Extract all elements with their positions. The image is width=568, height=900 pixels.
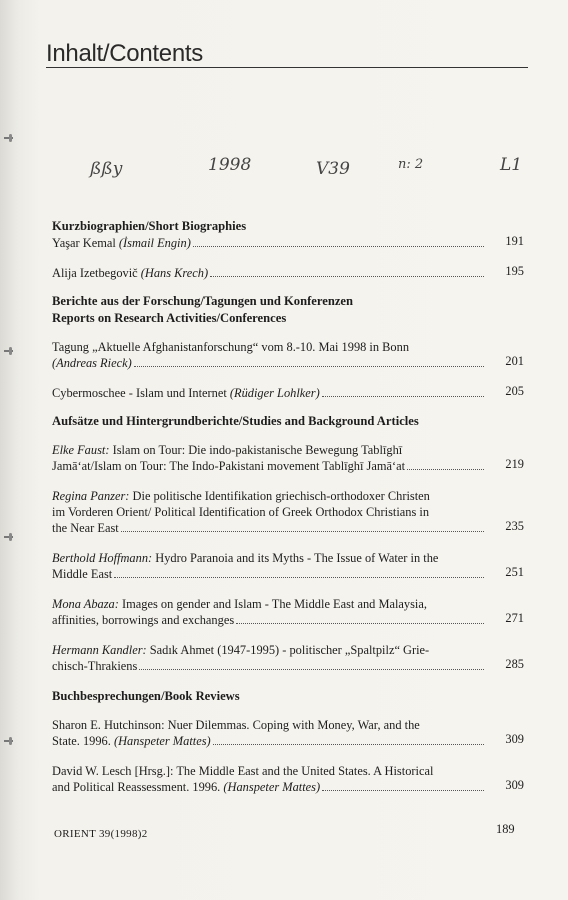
toc-entry[interactable] bbox=[52, 596, 530, 628]
toc-entry[interactable] bbox=[52, 442, 530, 474]
page-number: 205 bbox=[505, 384, 524, 398]
leader-dots bbox=[139, 669, 484, 670]
entry-author: Regina Panzer: bbox=[52, 489, 130, 503]
section-heading: Buchbesprechungen/Book Reviews bbox=[52, 689, 240, 703]
leader-dots bbox=[121, 531, 484, 532]
entry-author: (Andreas Rieck) bbox=[52, 356, 132, 370]
entry-title: Alija Izetbegovič bbox=[52, 266, 138, 280]
leader-dots bbox=[134, 366, 484, 367]
leader-dots bbox=[210, 276, 484, 277]
leader-dots bbox=[193, 246, 484, 247]
entry-author: (Rüdiger Lohlker) bbox=[229, 386, 320, 400]
toc-entry[interactable] bbox=[52, 642, 530, 674]
entry-title-cont: im Vorderen Orient/ Political Identification of Greek Orthodox Christians in bbox=[52, 505, 430, 519]
page-number: 271 bbox=[505, 611, 524, 625]
handwritten-note-2: 1998 bbox=[208, 155, 252, 175]
toc-entry[interactable] bbox=[52, 235, 530, 251]
toc-entry[interactable] bbox=[52, 385, 530, 401]
page-number: 191 bbox=[505, 234, 524, 248]
page-number: 219 bbox=[505, 457, 524, 471]
entry-author: Berthold Hoffmann: bbox=[52, 551, 153, 565]
entry-title-cont: State. 1996. bbox=[52, 734, 111, 748]
leader-dots bbox=[236, 623, 484, 624]
leader-dots bbox=[322, 790, 484, 791]
handwritten-note-4: n: 2 bbox=[398, 157, 424, 172]
entry-author: (Hanspeter Mattes) bbox=[113, 734, 211, 748]
entry-author: (Hans Krech) bbox=[140, 266, 209, 280]
toc-entry[interactable] bbox=[52, 265, 530, 281]
page-number: 309 bbox=[505, 732, 524, 746]
entry-author: Mona Abaza: bbox=[52, 597, 119, 611]
entry-title: Images on gender and Islam - The Middle East and Malaysia, bbox=[122, 597, 427, 611]
entry-author: Elke Faust: bbox=[52, 443, 110, 457]
entry-title: Islam on Tour: Die indo-pakistanische Bewegung Tablīghī bbox=[112, 443, 403, 457]
page-number: 285 bbox=[505, 657, 524, 671]
section-heading: Kurzbiographien/Short Biographies bbox=[52, 219, 247, 233]
entry-title: Tagung „Aktuelle Afghanistanforschung“ vom 8.-10. Mai 1998 in Bonn bbox=[52, 340, 410, 354]
page-number: 195 bbox=[505, 264, 524, 278]
journal-citation: ORIENT 39(1998)2 bbox=[54, 828, 148, 840]
entry-title: Sadık Ahmet (1947-1995) - politischer „Spaltpilz“ Grie- bbox=[149, 643, 430, 657]
section-heading: Berichte aus der Forschung/Tagungen und Konferenzen bbox=[52, 294, 354, 308]
binding-mark bbox=[2, 134, 14, 142]
binding-mark bbox=[2, 533, 14, 541]
page-number: 201 bbox=[505, 354, 524, 368]
leader-dots bbox=[407, 469, 484, 470]
entry-title: Yaşar Kemal bbox=[52, 236, 116, 250]
leader-dots bbox=[322, 396, 484, 397]
handwritten-note-5: L1 bbox=[500, 155, 523, 175]
entry-title-cont: Middle East bbox=[52, 567, 113, 581]
entry-title: Die politische Identifikation griechisch-orthodoxer Christen bbox=[132, 489, 430, 503]
page-title: Inhalt/Contents bbox=[46, 40, 203, 67]
page-number: 235 bbox=[505, 519, 524, 533]
handwritten-note-3: V39 bbox=[316, 159, 350, 179]
toc-entry[interactable] bbox=[52, 763, 530, 795]
entry-title-cont: and Political Reassessment. 1996. bbox=[52, 780, 221, 794]
page-number: 251 bbox=[505, 565, 524, 579]
table-of-contents bbox=[52, 218, 530, 795]
entry-title-cont: Jamā‘at/Islam on Tour: The Indo-Pakistani movement Tablīghī Jamā‘at bbox=[52, 459, 406, 473]
entry-author: (İsmail Engin) bbox=[118, 236, 191, 250]
binding-mark bbox=[2, 737, 14, 745]
toc-entry[interactable] bbox=[52, 339, 530, 371]
folio-page-number: 189 bbox=[496, 822, 515, 836]
binding-mark bbox=[2, 347, 14, 355]
entry-title: Sharon E. Hutchinson: Nuer Dilemmas. Coping with Money, War, and the bbox=[52, 718, 420, 732]
toc-entry[interactable] bbox=[52, 488, 530, 536]
entry-title: Hydro Paranoia and its Myths - The Issue of Water in the bbox=[155, 551, 439, 565]
toc-entry[interactable] bbox=[52, 550, 530, 582]
handwritten-notes bbox=[80, 155, 550, 195]
handwritten-note-1: ßßy bbox=[90, 159, 123, 179]
entry-title-cont: chisch-Thrakiens bbox=[52, 659, 138, 673]
leader-dots bbox=[213, 744, 484, 745]
toc-entry[interactable] bbox=[52, 717, 530, 749]
entry-title-cont: affinities, borrowings and exchanges bbox=[52, 613, 235, 627]
entry-title-cont: the Near East bbox=[52, 521, 119, 535]
title-rule bbox=[46, 67, 528, 68]
entry-title: Cybermoschee - Islam und Internet bbox=[52, 386, 227, 400]
section-heading: Reports on Research Activities/Conferences bbox=[52, 311, 287, 325]
entry-author: Hermann Kandler: bbox=[52, 643, 147, 657]
section-heading: Aufsätze und Hintergrundberichte/Studies and Background Articles bbox=[52, 414, 419, 428]
entry-title: David W. Lesch [Hrsg.]: The Middle East and the United States. A Historical bbox=[52, 764, 434, 778]
leader-dots bbox=[114, 577, 484, 578]
entry-author: (Hanspeter Mattes) bbox=[223, 780, 321, 794]
page-number: 309 bbox=[505, 778, 524, 792]
